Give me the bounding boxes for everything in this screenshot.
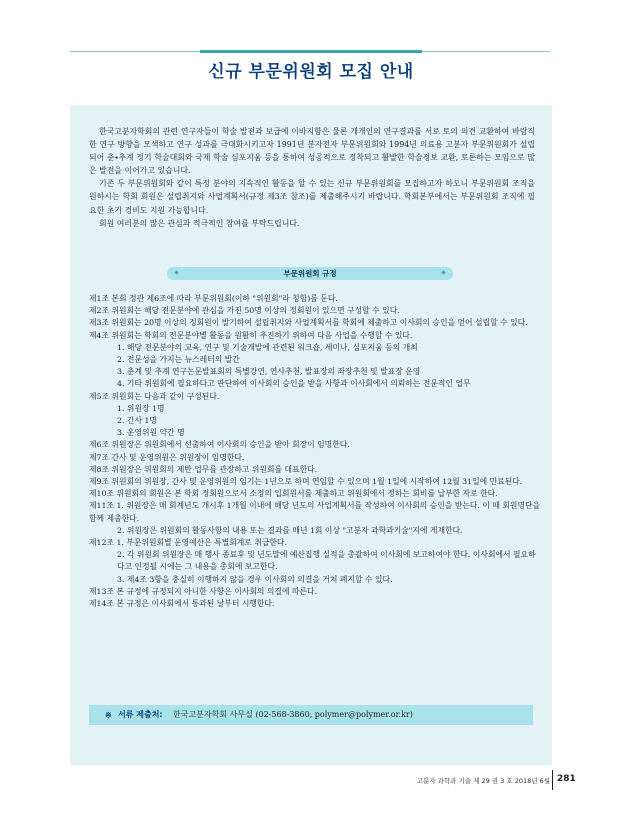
regulation-articles — [89, 293, 541, 610]
article-10: 제10조 위원회의 회원은 본 학회 정회원으로서 소정의 입회원서를 제출하고 위원회에서 정하는 회비를 납부한 자로 한다. — [89, 489, 498, 499]
page-number-divider — [552, 770, 553, 790]
article-4-item: 4. 기타 위원회에 필요하다고 판단하여 이사회의 승인을 받을 사항과 이사회에서 의뢰하는 전문적인 업무 — [117, 379, 471, 389]
page-title: 신규 부문위원회 모집 안내 — [208, 62, 414, 82]
reference-mark-icon: ※ — [105, 710, 112, 720]
article-5-item: 1. 위원장 1명 — [117, 403, 165, 413]
intro-paragraph-2: 기존 두 부문위원회와 같이 특정 분야의 지속적인 활동을 할 수 있는 신규 부문위원회를 모집하고자 하오니 부문위원회 조직을 원하시는 학회 회원은 설립취지와 사업계획서(규정 제3조 참조)를 제출해주시기 바랍니다. 학회본부에서는 부문위원회 조직에 필요한 초기 경비도 지원 가능합니다. — [89, 179, 535, 215]
intro-paragraph-1: 한국고분자학회의 관련 연구자들이 학술 발전과 보급에 이바지함은 물론 개개인의 연구결과를 서로 토의 의견 교환하여 바람직한 연구 방향을 모색하고 연구 성과를 극대화시키고자 1991년 분자전자 부문위원회와 1994년 의료용 고분자 부문위원회가 설립되어 춘∙추계 정기 학술대회와 국제 학술 심포지움 등을 통하여 성공적으로 정착되고 활발한 학술정보 교환, 토론하는 모임으로 많은 발전을 이어가고 있습니다. — [89, 127, 535, 176]
article-6: 제6조 위원장은 위원회에서 선출하여 이사회의 승인을 받아 회장이 임명한다. — [89, 440, 350, 450]
intro-section — [89, 125, 535, 230]
article-8: 제8조 위원장은 위원회의 제반 업무를 관장하고 위원회를 대표한다. — [89, 464, 318, 474]
title-accent-bar — [200, 50, 422, 53]
article-4-item: 2. 전문성을 가지는 뉴스레터의 발간 — [117, 355, 240, 365]
article-1: 제1조 본회 정관 제6조에 따라 부문위원회(이하 "위원회"라 칭함)를 둔다. — [89, 294, 338, 303]
article-4-item: 3. 춘계 및 추계 연구논문발표회의 특별강연, 연사추천, 발표장의 좌장추천 및 발표장 운영 — [117, 367, 421, 377]
article-12-item-3: 3. 제4조 3항을 충실히 이행하지 않을 경우 이사회의 의결을 거쳐 폐지할 수 있다. — [117, 574, 393, 584]
article-11-item-2: 2. 위원장은 위원회의 활동사항의 내용 또는 결과를 매년 1회 이상 "고분자 과학과기술"지에 게재한다. — [117, 525, 463, 535]
article-2: 제2조 위원회는 해당 전문분야에 관심을 가진 50명 이상의 정회원이 있으면 구성할 수 있다. — [89, 306, 400, 316]
article-12-item-1: 제12조 1. 부문위원회별 운영예산은 특별회계로 취급한다. — [89, 538, 287, 548]
article-11-item-1: 제11조 1. 위원장은 매 회계년도 개시후 1개월 이내에 해당 년도의 사업계획서를 작성하여 이사회의 승인을 받는다. 이 때 회원명단을 함께 제출한다. — [89, 501, 541, 523]
article-13: 제13조 본 규정에 규정되지 아니한 사항은 이사회의 의결에 따른다. — [89, 586, 318, 596]
submission-info-box — [89, 705, 533, 725]
article-7: 제7조 간사 및 운영위원은 위원장이 임명한다. — [89, 452, 245, 462]
regulation-title: 부문위원회 규정 — [283, 269, 337, 278]
article-5-item: 3. 운영위원 약간 명 — [117, 428, 185, 438]
article-4-item: 1. 해당 전문분야의 교육, 연구 및 기술개발에 관련된 워크숍, 세미나, 심포지움 등의 개최 — [117, 342, 418, 352]
article-5: 제5조 위원회는 다음과 같이 구성된다. — [89, 391, 220, 401]
intro-paragraph-3: 회원 여러분의 많은 관심과 적극적인 참여를 부탁드립니다. — [99, 218, 300, 228]
regulation-title-bar — [167, 267, 453, 280]
article-5-item: 2. 간사 1명 — [117, 416, 157, 426]
article-4: 제4조 위원회는 학회의 전문분야별 활동을 원활히 추진하기 위하여 다음 사업을 수행할 수 있다. — [89, 330, 413, 340]
article-12-item-2: 2. 각 위원회 위원장은 매 행사 종료후 및 년도말에 예산집행 실적을 총괄하여 이사회에 보고하여야 한다. 이사회에서 필요하다고 인정될 시에는 그 내용을 총회에 보고한다. — [117, 550, 536, 572]
submission-label: 서류 제출처: — [118, 710, 163, 719]
submission-contact: 한국고분자학회 사무실 (02-568-3860, polymer@polymer.or.kr) — [173, 710, 413, 719]
page-number: 281 — [557, 774, 576, 784]
diamond-bullet-icon — [174, 270, 178, 274]
diamond-bullet-icon — [441, 270, 445, 274]
article-3: 제3조 위원회는 20명 이상의 정회원이 발기하여 설립취지와 사업계획서를 학회에 제출하고 이사회의 승인을 얻어 설립할 수 있다. — [89, 318, 528, 328]
article-14: 제14조 본 규정은 이사회에서 통과된 날부터 시행한다. — [89, 599, 275, 609]
journal-footer: 고분자 과학과 기술 제 29 권 3 호 2018년 6월 — [416, 777, 550, 785]
article-9: 제9조 위원회의 위원장, 간사 및 운영위원의 임기는 1년으로 하며 연임할 수 있으며 1월 1일에 시작하여 12월 31일에 만료된다. — [89, 477, 523, 487]
